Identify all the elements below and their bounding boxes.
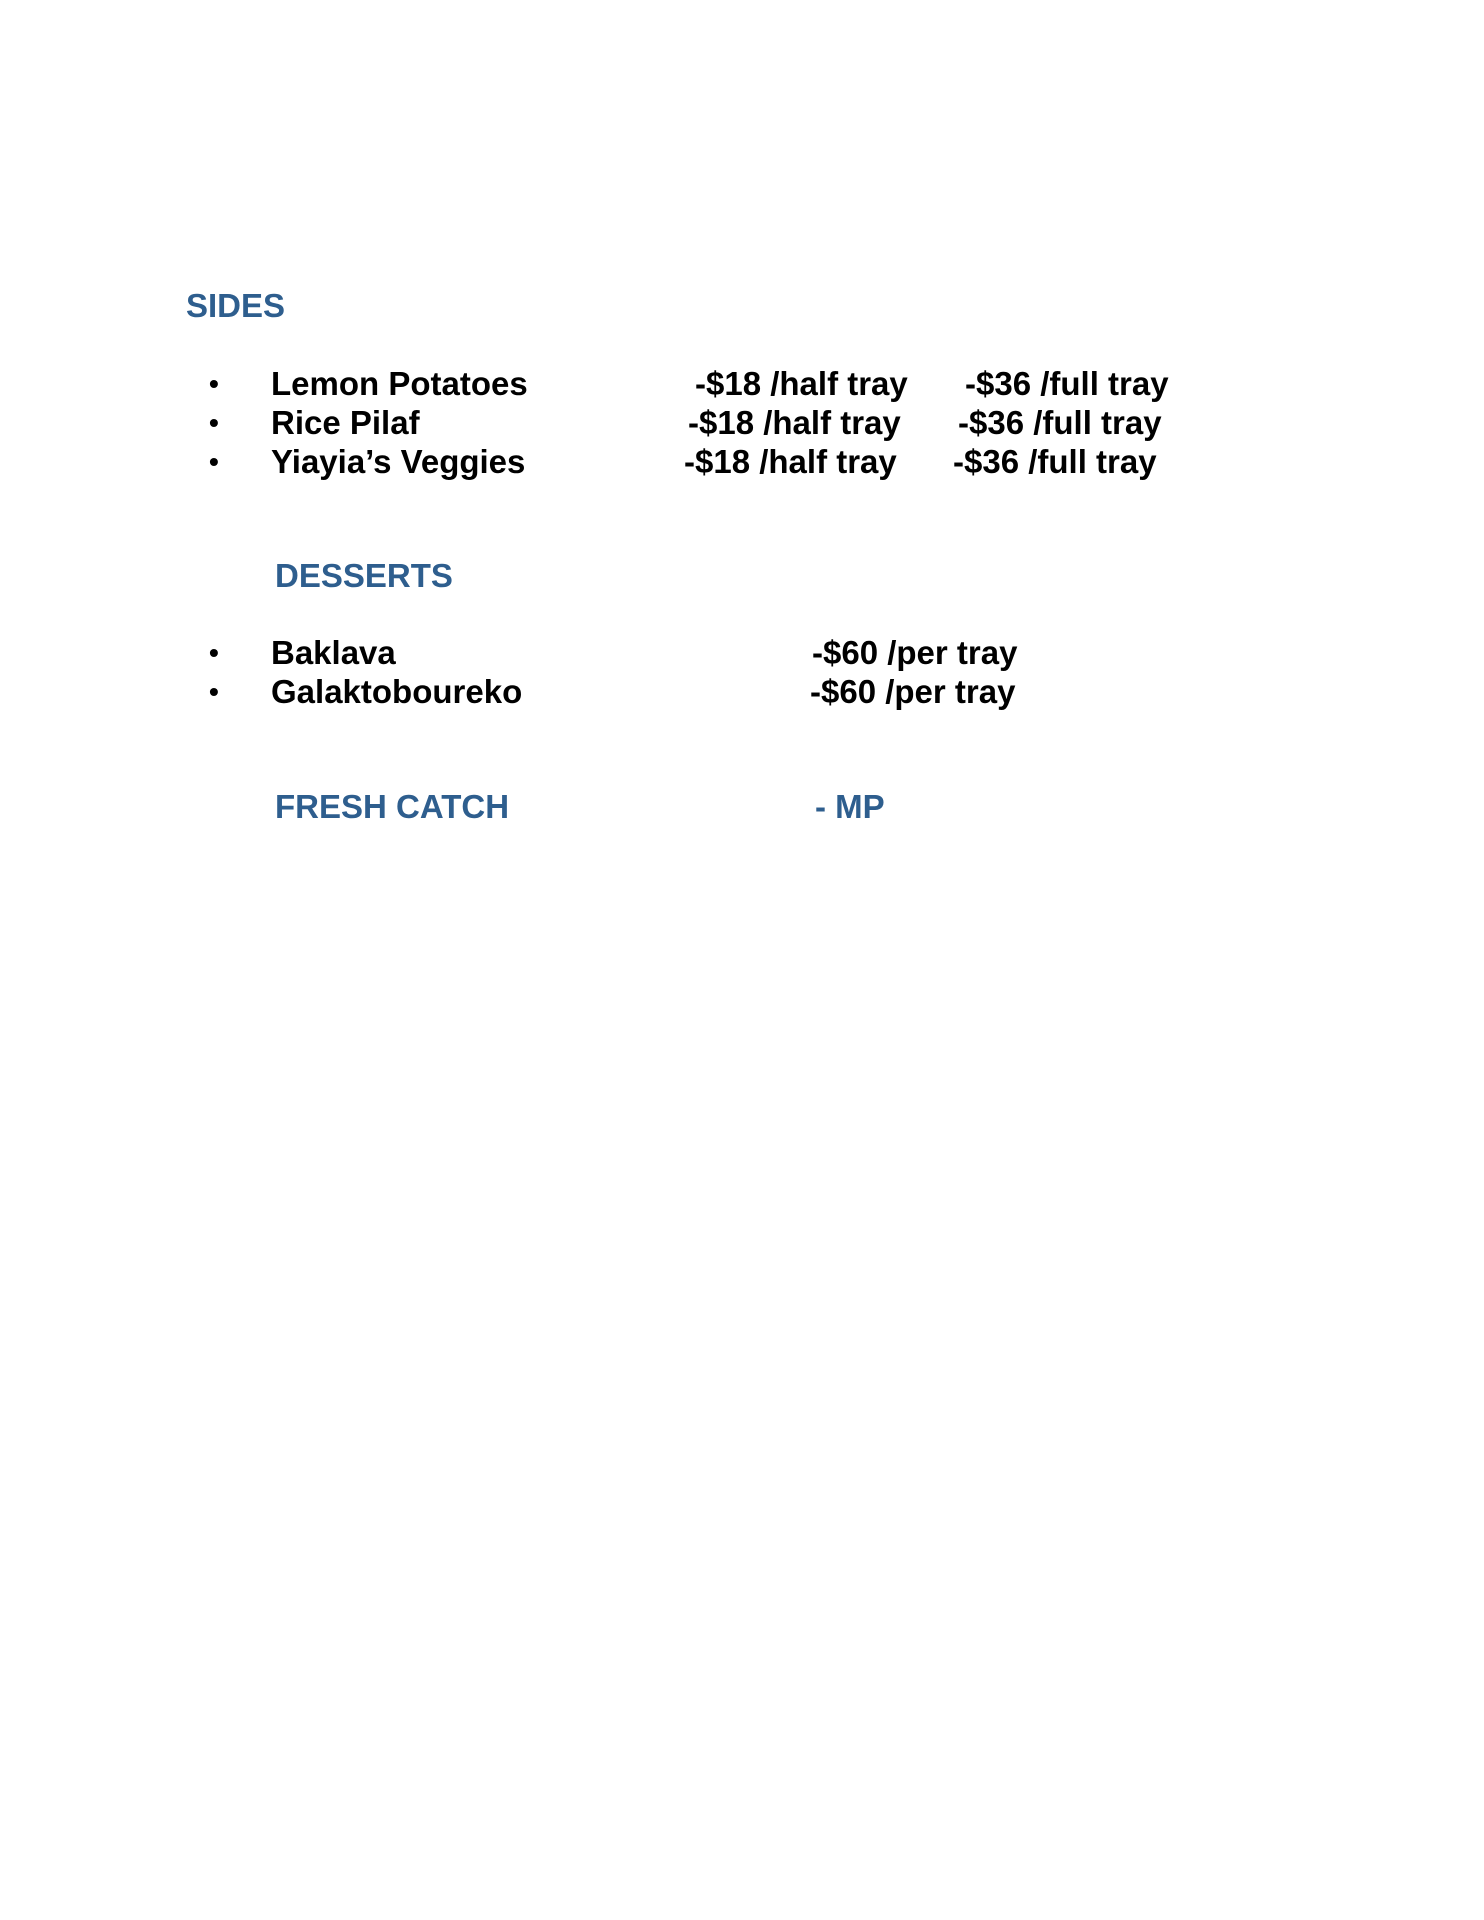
bullet-icon: •: [209, 407, 219, 438]
desserts-item-galaktoboureko: [0, 672, 1484, 711]
half-tray-price: -$18 /half tray: [684, 443, 897, 480]
sides-item-rice-pilaf: [0, 403, 1484, 442]
item-name: Yiayia’s Veggies: [271, 443, 526, 480]
fresh-catch-heading: FRESH CATCH: [275, 788, 510, 825]
half-tray-price: -$18 /half tray: [688, 404, 901, 441]
item-name: Rice Pilaf: [271, 404, 420, 441]
desserts-heading: DESSERTS: [275, 557, 453, 594]
half-tray-price: -$18 /half tray: [695, 365, 908, 402]
item-name: Lemon Potatoes: [271, 365, 528, 402]
sides-item-lemon-potatoes: [0, 364, 1484, 403]
fresh-catch-price: - MP: [815, 788, 885, 825]
per-tray-price: -$60 /per tray: [810, 673, 1016, 710]
bullet-icon: •: [209, 676, 219, 707]
item-name: Galaktoboureko: [271, 673, 523, 710]
full-tray-price: -$36 /full tray: [958, 404, 1162, 441]
desserts-item-baklava: [0, 633, 1484, 672]
item-name: Baklava: [271, 634, 396, 671]
sides-item-yiayias-veggies: [0, 442, 1484, 481]
bullet-icon: •: [209, 446, 219, 477]
full-tray-price: -$36 /full tray: [965, 365, 1169, 402]
per-tray-price: -$60 /per tray: [812, 634, 1018, 671]
full-tray-price: -$36 /full tray: [953, 443, 1157, 480]
bullet-icon: •: [209, 637, 219, 668]
sides-heading: SIDES: [186, 287, 286, 324]
bullet-icon: •: [209, 368, 219, 399]
